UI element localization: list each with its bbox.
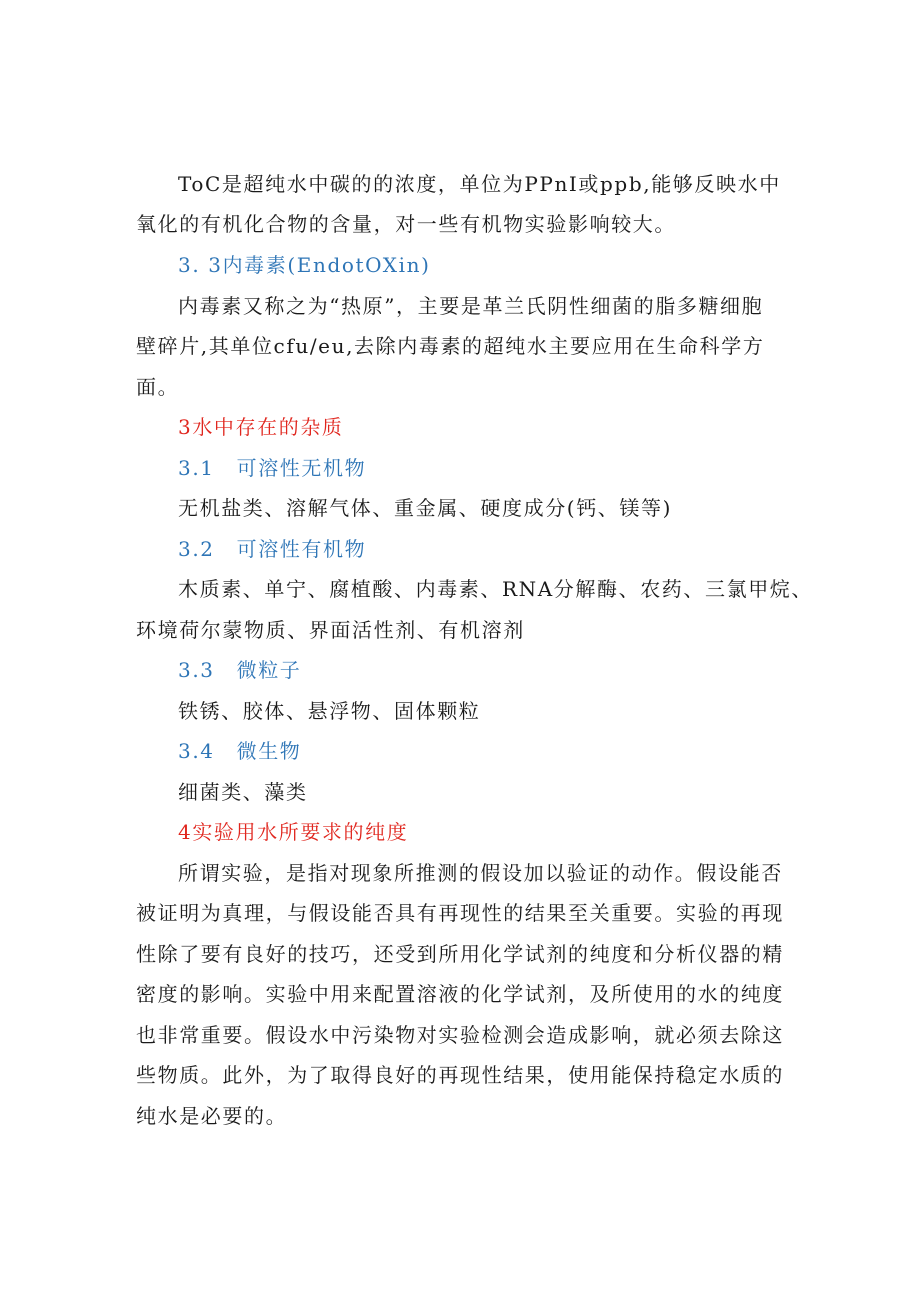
toc-paragraph-line-2: 氧化的有机化合物的含量，对一些有机物实验影响较大。 [136,212,676,236]
section-number: 3.3 [178,658,215,682]
purity-paragraph-line: 所谓实验，是指对现象所推测的假设加以验证的动作。假设能否 [178,861,783,885]
section-title: 可溶性无机物 [236,456,367,480]
section-title: 可溶性有机物 [236,537,367,561]
heading-particles [178,658,838,682]
purity-paragraph-line: 被证明为真理，与假设能否具有再现性的结果至关重要。实验的再现 [136,901,784,925]
section-number: 3.2 [178,537,215,561]
heading-soluble-organics [178,537,838,561]
endotoxin-paragraph-line-3: 面。 [136,375,180,399]
heading-impurities: 3水中存在的杂质 [178,415,344,439]
purity-paragraph-line: 密度的影响。实验中用来配置溶液的化学试剂，及所使用的水的纯度 [136,982,784,1006]
heading-microorganisms [178,739,838,763]
section-title: 微粒子 [236,658,302,682]
purity-paragraph-line: 也非常重要。假设水中污染物对实验检测会造成影响，就必须去除这 [136,1023,784,1047]
section-body-line: 细菌类、藻类 [178,780,308,804]
section-body-line: 铁锈、胶体、悬浮物、固体颗粒 [178,699,481,723]
toc-paragraph-line-1: ToC是超纯水中碳的的浓度，单位为PPnI或ppb,能够反映水中 [178,172,781,196]
heading-soluble-inorganics [178,456,838,480]
purity-paragraph-line: 纯水是必要的。 [136,1104,288,1128]
section-number: 3.1 [178,456,215,480]
section-number: 3.4 [178,739,215,763]
heading-purity: 4实验用水所要求的纯度 [178,820,409,844]
purity-paragraph-line: 性除了要有良好的技巧，还受到所用化学试剂的纯度和分析仪器的精 [136,942,784,966]
section-body-line: 无机盐类、溶解气体、重金属、硬度成分(钙、镁等) [178,496,673,520]
endotoxin-paragraph-line-2: 壁碎片,其单位cfu/eu,去除内毒素的超纯水主要应用在生命科学方 [136,334,765,358]
section-body-line: 环境荷尔蒙物质、界面活性剂、有机溶剂 [136,618,525,642]
endotoxin-paragraph-line-1: 内毒素又称之为“热原”，主要是革兰氏阴性细菌的脂多糖细胞 [178,294,764,318]
purity-paragraph-line: 些物质。此外，为了取得良好的再现性结果，使用能保持稳定水质的 [136,1063,784,1087]
section-body-line: 木质素、单宁、腐植酸、内毒素、RNA分解酶、农药、三氯甲烷、 [178,577,814,601]
heading-endotoxin: 3. 3内毒素(EndotOXin) [178,253,431,277]
section-title: 微生物 [236,739,302,763]
